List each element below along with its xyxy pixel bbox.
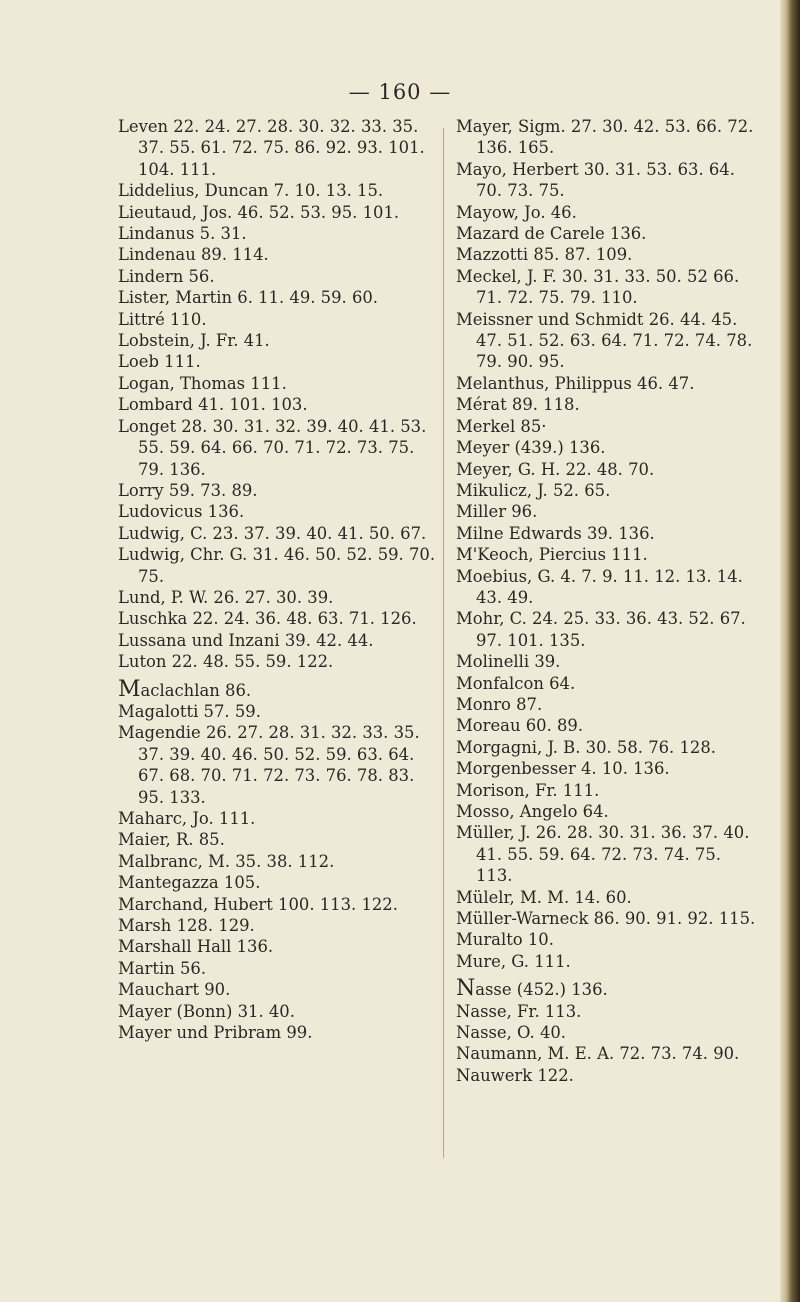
index-entry: Martin 56. (118, 958, 207, 978)
section-initial: M (118, 676, 141, 702)
index-entry (456, 976, 756, 1002)
index-entry: Lindanus 5. 31. (118, 224, 247, 244)
index-entry: Milne Edwards 39. 136. (456, 523, 655, 543)
index-entry: Müller-Warneck 86. 90. 91. 92. 115. (456, 909, 756, 929)
index-entry: Marshall Hall 136. (118, 937, 274, 957)
index-entry: Morison, Fr. 111. (456, 780, 600, 800)
index-entry: Marsh 128. 129. (118, 916, 255, 936)
index-entry: Muralto 10. (456, 930, 554, 950)
index-entry: Meckel, J. F. 30. 31. 33. 50. 52 66. 71. 72. 75. 79. 110. (456, 266, 740, 308)
index-entry: Molinelli 39. (456, 652, 561, 672)
index-entry: Mikulicz, J. 52. 65. (456, 480, 611, 500)
index-entry: Ludwig, Chr. G. 31. 46. 50. 52. 59. 70. 75. (118, 545, 436, 586)
column-divider (443, 128, 444, 1158)
index-entry: Morgagni, J. B. 30. 58. 76. 128. (456, 737, 716, 757)
index-entry: Lombard 41. 101. 103. (118, 395, 308, 415)
page-number: — 160 — (348, 80, 452, 104)
index-entry: Mayer, Sigm. 27. 30. 42. 53. 66. 72. 136. 165. (456, 117, 754, 158)
index-entry: Monro 87. (456, 694, 543, 714)
index-entry: Mazzotti 85. 87. 109. (456, 245, 633, 265)
index-entry: Mülelr, M. M. 14. 60. (456, 887, 632, 907)
index-entry: Mantegazza 105. (118, 873, 261, 893)
index-entry: Melanthus, Philippus 46. 47. (456, 373, 695, 393)
index-entry: Marchand, Hubert 100. 113. 122. (118, 894, 398, 914)
index-entry: Nasse, O. 40. (456, 1023, 567, 1043)
index-entry: Morgenbesser 4. 10. 136. (456, 759, 670, 779)
index-entry: Mérat 89. 118. (456, 395, 580, 415)
index-entry: Mayow, Jo. 46. (456, 202, 577, 222)
index-entry: Magalotti 57. 59. (118, 701, 261, 721)
index-entry: Miller 96. (456, 502, 538, 522)
index-entry: Logan, Thomas 111. (118, 373, 287, 393)
index-entry: Maier, R. 85. (118, 830, 225, 850)
index-entry: Malbranc, M. 35. 38. 112. (118, 851, 335, 871)
index-column-left (118, 116, 438, 1043)
index-entry: Lobstein, J. Fr. 41. (118, 331, 270, 351)
index-entry: Merkel 85· (456, 416, 547, 436)
index-entry: Müller, J. 26. 28. 30. 31. 36. 37. 40. 41. 55. 59. 64. 72. 73. 74. 75. 113. (456, 823, 750, 886)
index-entry: Luton 22. 48. 55. 59. 122. (118, 652, 334, 672)
index-entry: Liddelius, Duncan 7. 10. 13. 15. (118, 181, 384, 201)
index-entry: Lindern 56. (118, 266, 215, 286)
index-entry-text: aclachlan 86. (140, 680, 252, 700)
index-entry: Loeb 111. (118, 352, 201, 372)
index-entry-text: asse (452.) 136. (475, 980, 608, 1000)
index-entry: Nauwerk 122. (456, 1065, 574, 1085)
index-entry: Lindenau 89. 114. (118, 245, 269, 265)
index-entry: Mayer (Bonn) 31. 40. (118, 1001, 295, 1021)
index-entry: Nasse, Fr. 113. (456, 1001, 582, 1021)
index-entry: Lussana und Inzani 39. 42. 44. (118, 630, 374, 650)
index-entry: Mure, G. 111. (456, 951, 571, 971)
index-entry: Meyer, G. H. 22. 48. 70. (456, 459, 655, 479)
index-entry: Magendie 26. 27. 28. 31. 32. 33. 35. 37. 39. 40. 46. 50. 52. 59. 63. 64. 67. 68. 70. 71. 72. 73. 76. 78. 83. 95. 133. (118, 723, 420, 807)
section-initial: N (456, 976, 476, 1002)
index-entry: Mauchart 90. (118, 980, 231, 1000)
index-entry: Maharc, Jo. 111. (118, 809, 256, 828)
index-entry: Monfalcon 64. (456, 673, 576, 693)
index-entry: Meyer (439.) 136. (456, 438, 606, 458)
index-entry: Littré 110. (118, 309, 207, 329)
index-entry: Lorry 59. 73. 89. (118, 480, 258, 500)
index-entry: Mohr, C. 24. 25. 33. 36. 43. 52. 67. 97. 101. 135. (456, 609, 746, 650)
index-entry: Luschka 22. 24. 36. 48. 63. 71. 126. (118, 609, 417, 629)
index-entry: Mazard de Carele 136. (456, 224, 647, 244)
index-entry: Ludwig, C. 23. 37. 39. 40. 41. 50. 67. (118, 523, 427, 543)
index-entry: Naumann, M. E. A. 72. 73. 74. 90. (456, 1044, 740, 1064)
index-entry: Mayo, Herbert 30. 31. 53. 63. 64. 70. 73. 75. (456, 159, 735, 201)
index-entry: Longet 28. 30. 31. 32. 39. 40. 41. 53. 55. 59. 64. 66. 70. 71. 72. 73. 75. 79. 136. (118, 416, 427, 479)
index-entry: Meissner und Schmidt 26. 44. 45. 47. 51. 52. 63. 64. 71. 72. 74. 78. 79. 90. 95. (456, 309, 753, 372)
index-column-right (456, 116, 756, 1086)
index-entry: Moebius, G. 4. 7. 9. 11. 12. 13. 14. 43. 49. (456, 566, 743, 607)
index-entry: Ludovicus 136. (118, 502, 245, 522)
index-entry: Moreau 60. 89. (456, 716, 584, 736)
index-entry: Leven 22. 24. 27. 28. 30. 32. 33. 35. 37. 55. 61. 72. 75. 86. 92. 93. 101. 104. 111. (118, 117, 425, 179)
index-entry: Mayer und Pribram 99. (118, 1023, 313, 1043)
index-entry: M'Keoch, Piercius 111. (456, 545, 648, 565)
index-entry: Lister, Martin 6. 11. 49. 59. 60. (118, 288, 379, 308)
page-edge (780, 0, 800, 1302)
index-entry: Lieutaud, Jos. 46. 52. 53. 95. 101. (118, 202, 400, 222)
index-entry: Lund, P. W. 26. 27. 30. 39. (118, 587, 334, 607)
index-entry (118, 676, 438, 702)
index-entry: Mosso, Angelo 64. (456, 802, 609, 821)
